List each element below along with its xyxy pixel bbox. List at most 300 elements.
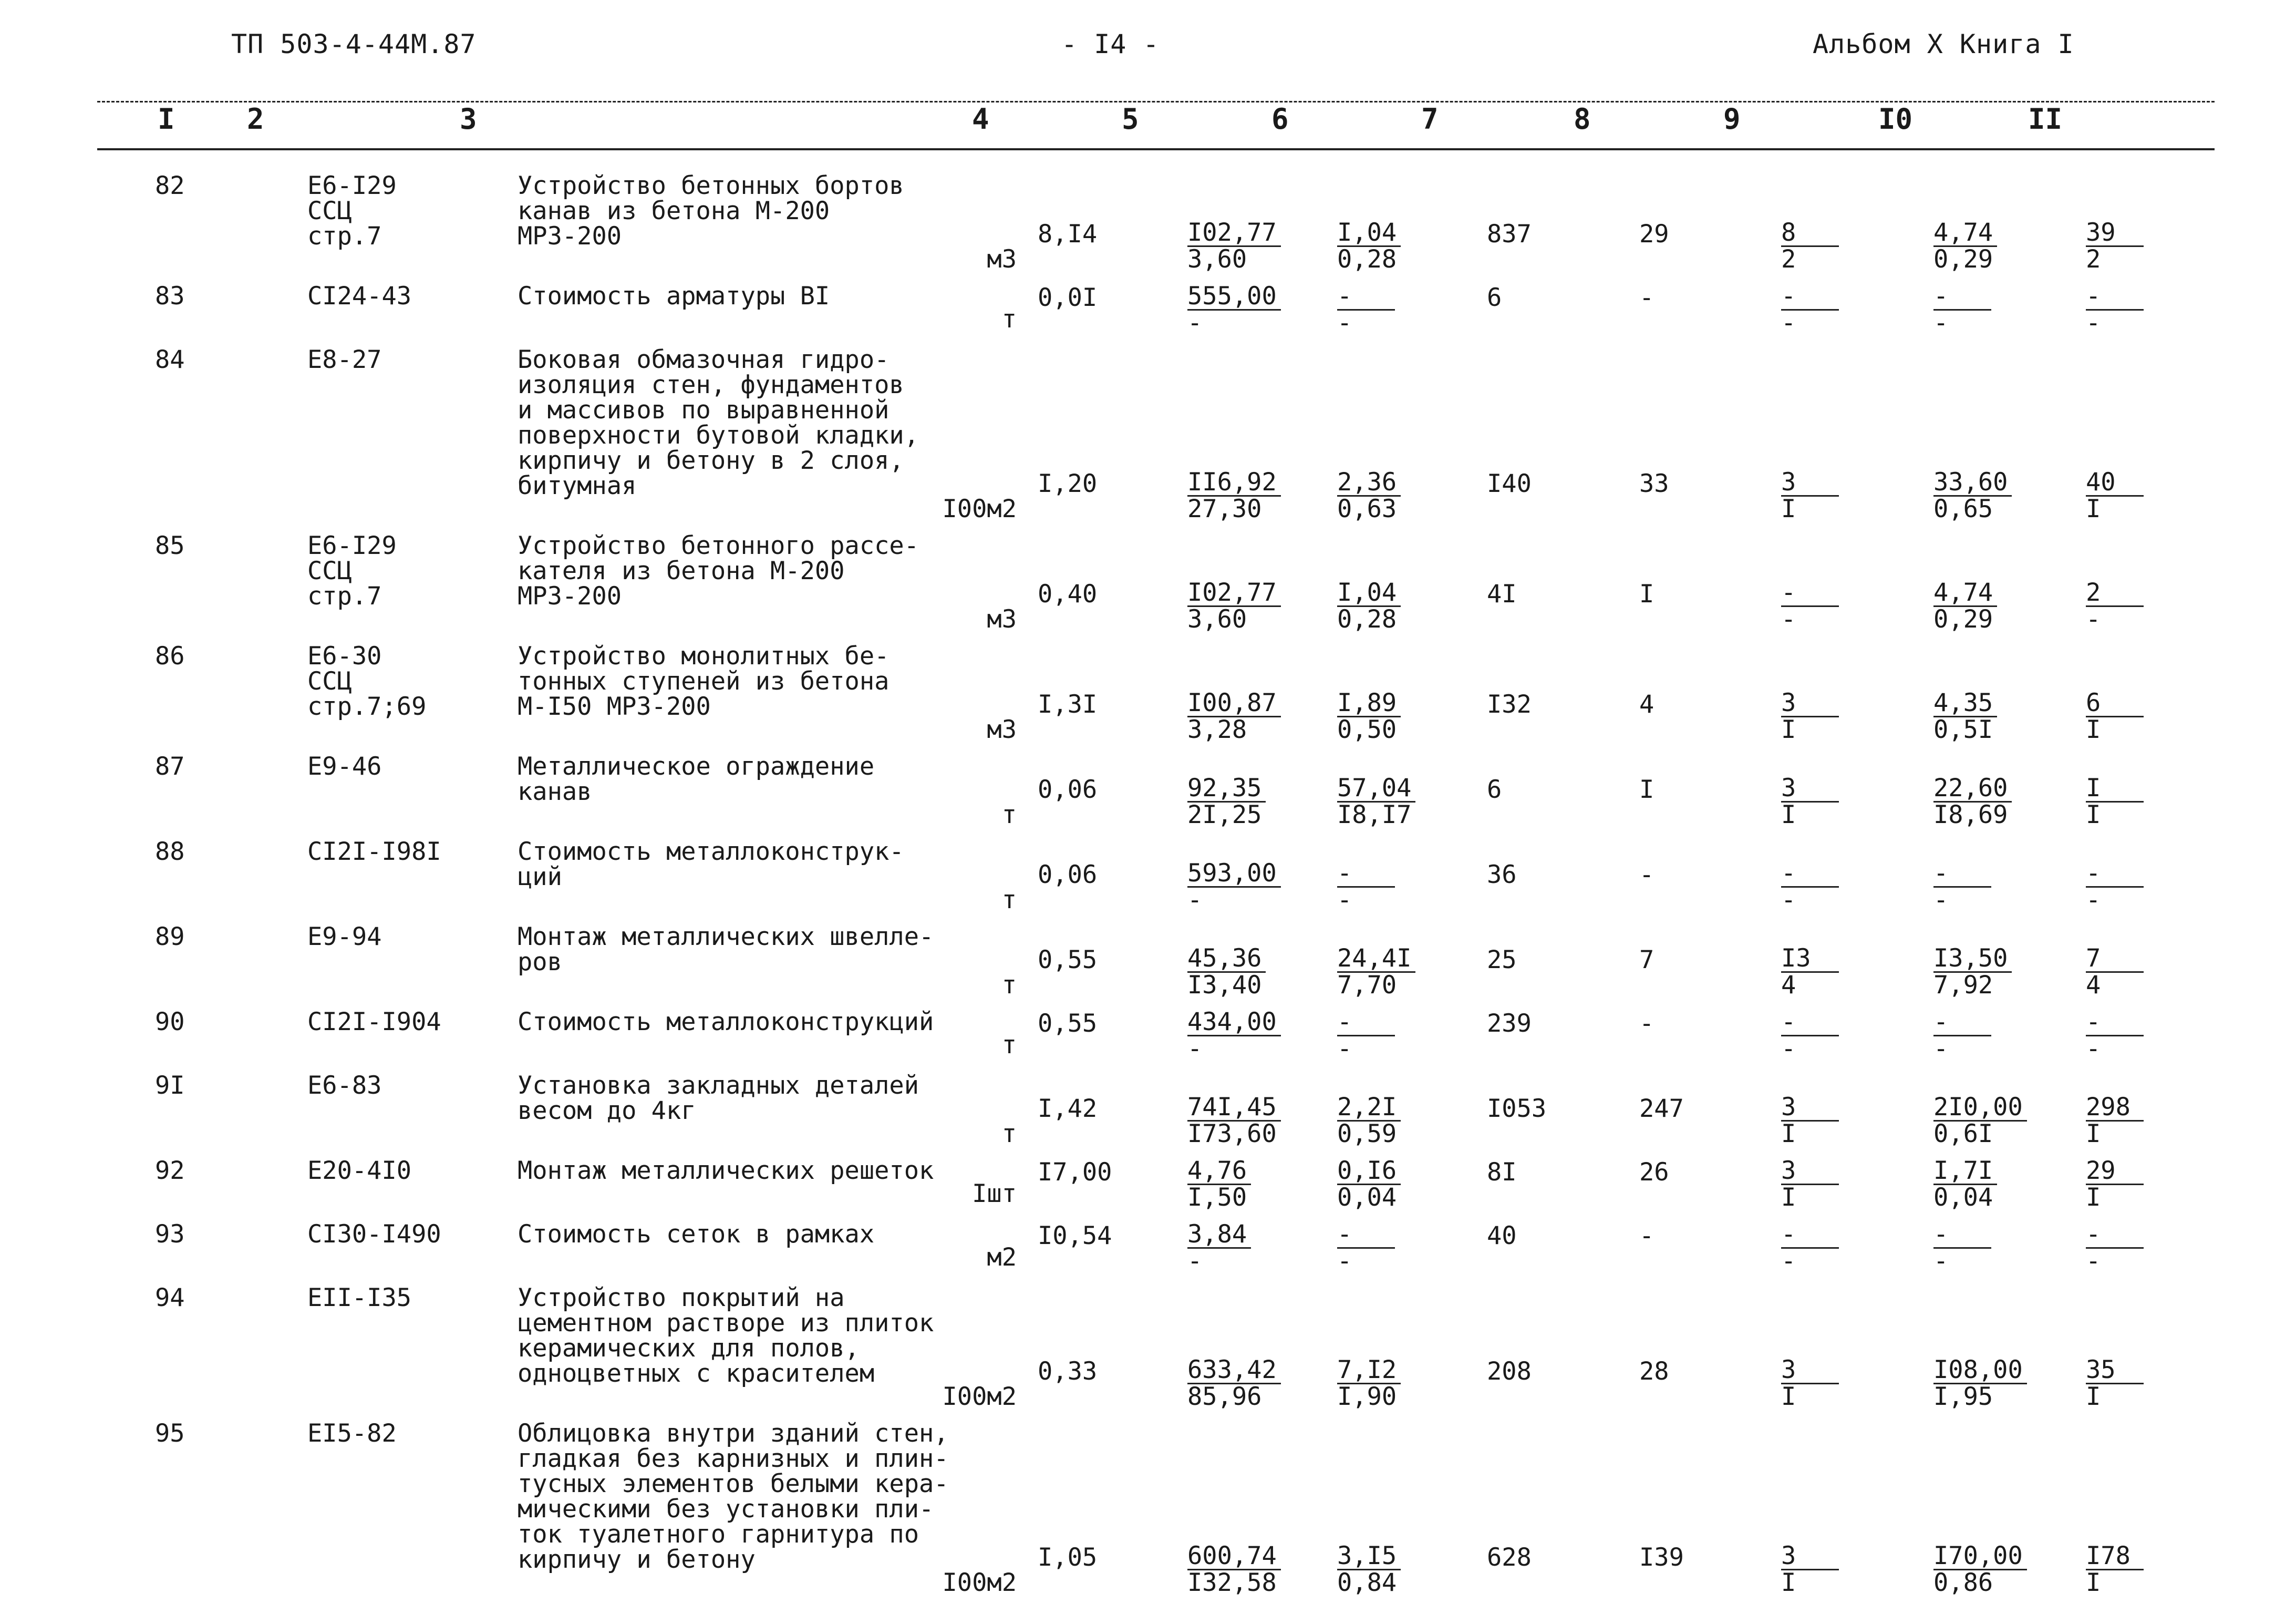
col9-value <box>1781 1222 1839 1274</box>
unit-cost-cell <box>1187 924 1337 1010</box>
quantity: 0,40 <box>1038 580 1098 609</box>
labor-total <box>2086 284 2144 336</box>
machine-cost-denominator: 0,28 <box>1337 605 1397 634</box>
labor-total <box>2086 861 2144 913</box>
machine-cost <box>1337 580 1401 632</box>
wages-cell <box>1639 924 1781 1010</box>
table-row <box>0 924 2191 1010</box>
unit-cost <box>1187 220 1281 272</box>
machine-cost <box>1337 946 1415 998</box>
labor-total-cell <box>2086 754 2191 839</box>
labor-unit-cell <box>1933 1421 2086 1607</box>
labor-total-denominator: I <box>2086 1119 2101 1148</box>
labor-total-cell <box>2086 1222 2191 1286</box>
labor-unit-cell <box>1933 1158 2086 1222</box>
total-cost-cell <box>1487 839 1639 924</box>
col9-cell <box>1781 1286 1933 1421</box>
row-number: 89 <box>155 922 185 951</box>
col9-value-numerator: - <box>1781 1222 1839 1249</box>
machine-cost-numerator: I,04 <box>1337 220 1401 247</box>
machine-cost-cell <box>1337 1158 1487 1222</box>
unit-cost-denominator: - <box>1187 1247 1203 1276</box>
table-row <box>0 839 2191 924</box>
unit-cost-denominator: 3,60 <box>1187 245 1247 274</box>
unit-cost-denominator: - <box>1187 309 1203 337</box>
machine-cost-numerator: - <box>1337 1010 1395 1036</box>
col9-value-numerator: 3 <box>1781 1158 1839 1185</box>
machine-cost-numerator: I,89 <box>1337 691 1401 717</box>
measure-unit: Iшт <box>972 1179 1017 1208</box>
work-description-cell <box>518 754 1038 839</box>
labor-unit-numerator: - <box>1933 861 1991 888</box>
column-header: I <box>158 102 175 136</box>
work-description-cell <box>518 173 1038 284</box>
labor-total-numerator: 2 <box>2086 580 2144 607</box>
machine-cost <box>1337 1158 1401 1210</box>
row-number: 86 <box>155 642 185 671</box>
measure-unit: т <box>1001 800 1017 829</box>
labor-unit-denominator: 0,65 <box>1933 495 1993 523</box>
labor-total <box>2086 1010 2144 1062</box>
unit-cost <box>1187 1095 1281 1147</box>
machine-cost-cell <box>1337 284 1487 347</box>
unit-cost-cell <box>1187 533 1337 644</box>
labor-unit-denominator: - <box>1933 1034 1949 1063</box>
labor-unit-numerator: I70,00 <box>1933 1544 2027 1570</box>
work-description: Монтаж металлических решеток <box>518 1156 934 1185</box>
work-description-cell <box>518 1073 1038 1158</box>
labor-unit <box>1933 861 1991 913</box>
labor-unit-cell <box>1933 644 2086 754</box>
table-row <box>0 1421 2191 1607</box>
labor-total-numerator: 39 <box>2086 220 2144 247</box>
row-number: 94 <box>155 1283 185 1312</box>
total-cost-cell <box>1487 1222 1639 1286</box>
rate-code-cell <box>307 1222 518 1286</box>
machine-cost-cell <box>1337 1222 1487 1286</box>
col9-value-denominator: I <box>1781 800 1796 829</box>
unit-cost <box>1187 1158 1251 1210</box>
rate-code-cell <box>307 347 518 533</box>
unit-cost-numerator: 434,00 <box>1187 1010 1281 1036</box>
labor-unit-numerator: 2I0,00 <box>1933 1095 2027 1122</box>
total-cost-cell <box>1487 173 1639 284</box>
labor-unit-denominator: - <box>1933 886 1949 914</box>
machine-cost <box>1337 1010 1395 1062</box>
labor-unit-denominator: 0,6I <box>1933 1119 1993 1148</box>
work-description: Стоимость металлоконструкций <box>518 1008 934 1036</box>
col9-value <box>1781 946 1839 998</box>
machine-cost-cell <box>1337 1010 1487 1073</box>
estimate-table <box>0 173 2191 1607</box>
labor-total <box>2086 1095 2144 1147</box>
labor-unit-cell <box>1933 173 2086 284</box>
unit-cost <box>1187 688 1281 744</box>
wages: - <box>1639 1221 1654 1250</box>
total-cost-cell <box>1487 644 1639 754</box>
unit-cost-cell <box>1187 1421 1337 1607</box>
col9-cell <box>1781 644 1933 754</box>
total-cost: I32 <box>1487 690 1532 719</box>
document-code: ТП 503-4-44М.87 <box>231 29 477 59</box>
total-cost-cell <box>1487 533 1639 644</box>
quantity-cell <box>1038 1010 1187 1073</box>
wages: 4 <box>1639 690 1654 719</box>
unit-cost-denominator: 2I,25 <box>1187 800 1262 829</box>
col9-value-denominator: 2 <box>1781 245 1796 274</box>
quantity: I,05 <box>1038 1543 1098 1572</box>
machine-cost-numerator: 2,36 <box>1337 470 1401 497</box>
unit-cost-cell <box>1187 754 1337 839</box>
labor-total <box>2086 220 2144 272</box>
labor-unit-cell <box>1933 924 2086 1010</box>
col9-value-numerator: 3 <box>1781 776 1839 803</box>
table-row <box>0 173 2191 284</box>
col9-value <box>1781 284 1839 336</box>
labor-total-cell <box>2086 173 2191 284</box>
table-row <box>0 754 2191 839</box>
machine-cost-denominator: 0,04 <box>1337 1183 1397 1212</box>
quantity-cell <box>1038 1158 1187 1222</box>
total-cost: 4I <box>1487 580 1517 609</box>
labor-unit-numerator: 22,60 <box>1933 776 2012 803</box>
row-number: 93 <box>155 1220 185 1249</box>
wages-cell <box>1639 839 1781 924</box>
labor-unit-numerator: - <box>1933 1010 1991 1036</box>
col9-cell <box>1781 754 1933 839</box>
labor-unit-cell <box>1933 839 2086 924</box>
labor-total <box>2086 946 2144 998</box>
measure-unit: м3 <box>987 605 1017 634</box>
machine-cost-denominator: 0,50 <box>1337 715 1397 744</box>
header-bottom-rule <box>97 148 2215 150</box>
labor-unit <box>1933 946 2012 998</box>
col9-value <box>1781 776 1839 828</box>
quantity: 8,I4 <box>1038 220 1098 249</box>
labor-total-numerator: - <box>2086 1010 2144 1036</box>
total-cost-cell <box>1487 1286 1639 1421</box>
wages-cell <box>1639 1158 1781 1222</box>
work-description-cell <box>518 533 1038 644</box>
work-description: Устройство бетонных бортов канав из бетона М-200 МРЗ-200 <box>518 171 904 251</box>
column-header: 9 <box>1723 102 1741 136</box>
machine-cost <box>1337 1355 1401 1411</box>
unit-cost-numerator: 593,00 <box>1187 861 1281 888</box>
rate-code-cell <box>307 754 518 839</box>
unit-cost <box>1187 580 1281 632</box>
col9-cell <box>1781 284 1933 347</box>
machine-cost-denominator: 0,28 <box>1337 245 1397 274</box>
quantity-cell <box>1038 754 1187 839</box>
rate-code: Е20-4I0 <box>307 1156 412 1185</box>
labor-unit-denominator: 0,29 <box>1933 245 1993 274</box>
labor-unit-denominator: 0,5I <box>1933 715 1993 744</box>
wages-cell <box>1639 347 1781 533</box>
quantity-cell <box>1038 924 1187 1010</box>
labor-total-denominator: I <box>2086 1568 2101 1597</box>
labor-total-numerator: 7 <box>2086 946 2144 973</box>
rate-code-cell <box>307 1158 518 1222</box>
labor-total <box>2086 470 2144 522</box>
col9-cell <box>1781 1010 1933 1073</box>
row-number: 88 <box>155 837 185 866</box>
machine-cost-denominator: 7,70 <box>1337 971 1397 1000</box>
labor-total-numerator: I <box>2086 776 2144 803</box>
work-description-cell <box>518 347 1038 533</box>
rate-code: Е6-83 <box>307 1071 382 1100</box>
unit-cost <box>1187 776 1266 828</box>
rate-code: ЕII-I35 <box>307 1283 412 1312</box>
labor-total-denominator: - <box>2086 886 2101 914</box>
machine-cost-numerator: I,04 <box>1337 580 1401 607</box>
total-cost: 628 <box>1487 1543 1532 1572</box>
machine-cost-numerator: - <box>1337 861 1395 888</box>
work-description-cell <box>518 1421 1038 1607</box>
work-description: Устройство бетонного рассе- кателя из бетона М-200 МРЗ-200 <box>518 531 919 611</box>
measure-unit: т <box>1001 971 1017 1000</box>
col9-value <box>1781 470 1839 522</box>
column-header: 2 <box>247 102 264 136</box>
labor-unit <box>1933 1010 1991 1062</box>
quantity-cell <box>1038 1421 1187 1607</box>
col9-cell <box>1781 1222 1933 1286</box>
machine-cost <box>1337 220 1401 272</box>
col9-value-denominator: - <box>1781 886 1796 914</box>
labor-total-denominator: - <box>2086 605 2101 634</box>
labor-total-denominator: I <box>2086 715 2101 744</box>
rate-code: ЕI5-82 <box>307 1419 397 1448</box>
col9-cell <box>1781 173 1933 284</box>
quantity: 0,55 <box>1038 1009 1098 1038</box>
labor-unit-denominator: - <box>1933 1247 1949 1276</box>
labor-unit-cell <box>1933 1286 2086 1421</box>
labor-unit-cell <box>1933 347 2086 533</box>
total-cost: I40 <box>1487 469 1532 498</box>
rate-code-cell <box>307 173 518 284</box>
total-cost: 239 <box>1487 1009 1532 1038</box>
labor-unit-denominator: 0,29 <box>1933 605 1993 634</box>
labor-total-cell <box>2086 533 2191 644</box>
labor-unit <box>1933 1158 1997 1210</box>
labor-unit-numerator: I3,50 <box>1933 946 2012 973</box>
column-header: 7 <box>1421 102 1439 136</box>
unit-cost-denominator: I3,40 <box>1187 971 1262 1000</box>
wages: - <box>1639 283 1654 312</box>
col9-value <box>1781 1095 1839 1147</box>
labor-unit-numerator: - <box>1933 1222 1991 1249</box>
table-row <box>0 644 2191 754</box>
labor-total <box>2086 776 2144 828</box>
row-number: 83 <box>155 282 185 311</box>
machine-cost-numerator: 24,4I <box>1337 946 1415 973</box>
machine-cost <box>1337 284 1395 336</box>
total-cost-cell <box>1487 924 1639 1010</box>
total-cost-cell <box>1487 347 1639 533</box>
quantity: 0,33 <box>1038 1357 1098 1386</box>
measure-unit: т <box>1001 1031 1017 1060</box>
quantity-cell <box>1038 644 1187 754</box>
wages-cell <box>1639 1222 1781 1286</box>
work-description: Устройство монолитных бе- тонных ступеней из бетона М-I50 МРЗ-200 <box>518 642 890 721</box>
rate-code-cell <box>307 1421 518 1607</box>
column-header: 4 <box>972 102 989 136</box>
col9-value-denominator: I <box>1781 1568 1796 1597</box>
labor-total <box>2086 1355 2144 1411</box>
machine-cost-numerator: 3,I5 <box>1337 1544 1401 1570</box>
wages-cell <box>1639 1286 1781 1421</box>
machine-cost-numerator: 7,I2 <box>1337 1358 1401 1384</box>
machine-cost-cell <box>1337 533 1487 644</box>
machine-cost-cell <box>1337 1286 1487 1421</box>
col9-value <box>1781 861 1839 913</box>
unit-cost-denominator: I73,60 <box>1187 1119 1277 1148</box>
machine-cost-denominator: I8,I7 <box>1337 800 1412 829</box>
labor-total-numerator: I78 <box>2086 1544 2144 1570</box>
col9-value-denominator: I <box>1781 1382 1796 1411</box>
wages-cell <box>1639 1073 1781 1158</box>
measure-unit: т <box>1001 305 1017 334</box>
rate-code-cell <box>307 1283 518 1421</box>
labor-total-cell <box>2086 839 2191 924</box>
rate-code: СI30-I490 <box>307 1220 441 1249</box>
col9-cell <box>1781 1158 1933 1222</box>
unit-cost-numerator: 45,36 <box>1187 946 1266 973</box>
rate-code: Е8-27 <box>307 345 382 374</box>
col9-value-numerator: 3 <box>1781 1358 1839 1384</box>
machine-cost <box>1337 470 1401 522</box>
work-description-cell <box>518 839 1038 924</box>
wages-cell <box>1639 284 1781 347</box>
machine-cost <box>1337 776 1415 828</box>
col9-value-denominator: I <box>1781 495 1796 523</box>
table-row <box>0 1286 2191 1421</box>
col9-value <box>1781 688 1839 744</box>
col9-value-numerator: 3 <box>1781 1544 1839 1570</box>
labor-unit-cell <box>1933 284 2086 347</box>
labor-unit <box>1933 580 1997 632</box>
unit-cost-cell <box>1187 1010 1337 1073</box>
rate-code: Е6-30 ССЦ стр.7;69 <box>307 642 427 721</box>
measure-unit: м3 <box>987 715 1017 744</box>
wages-cell <box>1639 644 1781 754</box>
machine-cost-cell <box>1337 1421 1487 1607</box>
machine-cost <box>1337 688 1401 744</box>
labor-total-numerator: - <box>2086 861 2144 888</box>
labor-unit-cell <box>1933 754 2086 839</box>
measure-unit: I00м2 <box>942 1568 1017 1597</box>
labor-unit-cell <box>1933 1073 2086 1158</box>
rate-code: Е9-94 <box>307 922 382 951</box>
machine-cost-denominator: 0,63 <box>1337 495 1397 523</box>
wages-cell <box>1639 754 1781 839</box>
labor-total-denominator: I <box>2086 495 2101 523</box>
machine-cost-denominator: - <box>1337 309 1352 337</box>
row-number: 9I <box>155 1071 185 1100</box>
total-cost: 208 <box>1487 1357 1532 1386</box>
total-cost-cell <box>1487 284 1639 347</box>
table-row <box>0 1222 2191 1286</box>
wages: 29 <box>1639 220 1669 249</box>
row-number: 87 <box>155 752 185 781</box>
col9-value-numerator: - <box>1781 580 1839 607</box>
unit-cost <box>1187 1541 1281 1597</box>
machine-cost-denominator: - <box>1337 1247 1352 1276</box>
labor-total-numerator: 298 <box>2086 1095 2144 1122</box>
labor-total-numerator: 40 <box>2086 470 2144 497</box>
quantity-cell <box>1038 1222 1187 1286</box>
row-number: 82 <box>155 171 185 200</box>
column-header: I0 <box>1878 102 1913 136</box>
row-number: 95 <box>155 1419 185 1448</box>
col9-value-numerator: - <box>1781 1010 1839 1036</box>
col9-value-numerator: - <box>1781 861 1839 888</box>
machine-cost-denominator: I,90 <box>1337 1382 1397 1411</box>
col9-cell <box>1781 347 1933 533</box>
labor-total <box>2086 580 2144 632</box>
total-cost-cell <box>1487 1010 1639 1073</box>
unit-cost-numerator: 74I,45 <box>1187 1095 1281 1122</box>
work-description-cell <box>518 1222 1038 1286</box>
unit-cost <box>1187 861 1281 913</box>
labor-unit <box>1933 1355 2027 1411</box>
unit-cost-cell <box>1187 1158 1337 1222</box>
measure-unit: м3 <box>987 245 1017 274</box>
col9-value-denominator: - <box>1781 1247 1796 1276</box>
machine-cost-denominator: - <box>1337 886 1352 914</box>
col9-value-numerator: 3 <box>1781 1095 1839 1122</box>
labor-unit-denominator: I,95 <box>1933 1382 1993 1411</box>
col9-value-denominator: I <box>1781 1119 1796 1148</box>
work-description-cell <box>518 924 1038 1010</box>
labor-unit-denominator: I8,69 <box>1933 800 2008 829</box>
unit-cost-numerator: 633,42 <box>1187 1358 1281 1384</box>
machine-cost-cell <box>1337 754 1487 839</box>
row-number: 92 <box>155 1156 185 1185</box>
total-cost: 40 <box>1487 1221 1517 1250</box>
rate-code-cell <box>307 1073 518 1158</box>
col9-value-numerator: 3 <box>1781 470 1839 497</box>
col9-value-numerator: 3 <box>1781 691 1839 717</box>
wages: - <box>1639 860 1654 889</box>
unit-cost-denominator: - <box>1187 1034 1203 1063</box>
labor-unit <box>1933 1222 1991 1274</box>
quantity: 0,55 <box>1038 945 1098 974</box>
labor-unit-numerator: 4,74 <box>1933 580 1997 607</box>
work-description-cell <box>518 1283 1038 1421</box>
total-cost: 6 <box>1487 283 1502 312</box>
machine-cost-cell <box>1337 173 1487 284</box>
unit-cost-numerator: 4,76 <box>1187 1158 1251 1185</box>
machine-cost <box>1337 861 1395 913</box>
total-cost: 25 <box>1487 945 1517 974</box>
labor-total-cell <box>2086 1421 2191 1607</box>
unit-cost-denominator: 85,96 <box>1187 1382 1262 1411</box>
labor-total-denominator: 4 <box>2086 971 2101 1000</box>
unit-cost <box>1187 470 1281 522</box>
table-row <box>0 533 2191 644</box>
unit-cost-numerator: I02,77 <box>1187 220 1281 247</box>
labor-total-numerator: - <box>2086 1222 2144 1249</box>
rate-code: Е6-I29 ССЦ стр.7 <box>307 171 397 251</box>
quantity: 0,0I <box>1038 283 1098 312</box>
quantity: I7,00 <box>1038 1158 1112 1187</box>
rate-code: СI2I-I98I <box>307 837 441 866</box>
work-description: Установка закладных деталей весом до 4кг <box>518 1071 919 1125</box>
labor-unit-numerator: I,7I <box>1933 1158 1997 1185</box>
labor-unit-denominator: - <box>1933 309 1949 337</box>
unit-cost-denominator: I32,58 <box>1187 1568 1277 1597</box>
measure-unit: т <box>1001 886 1017 914</box>
